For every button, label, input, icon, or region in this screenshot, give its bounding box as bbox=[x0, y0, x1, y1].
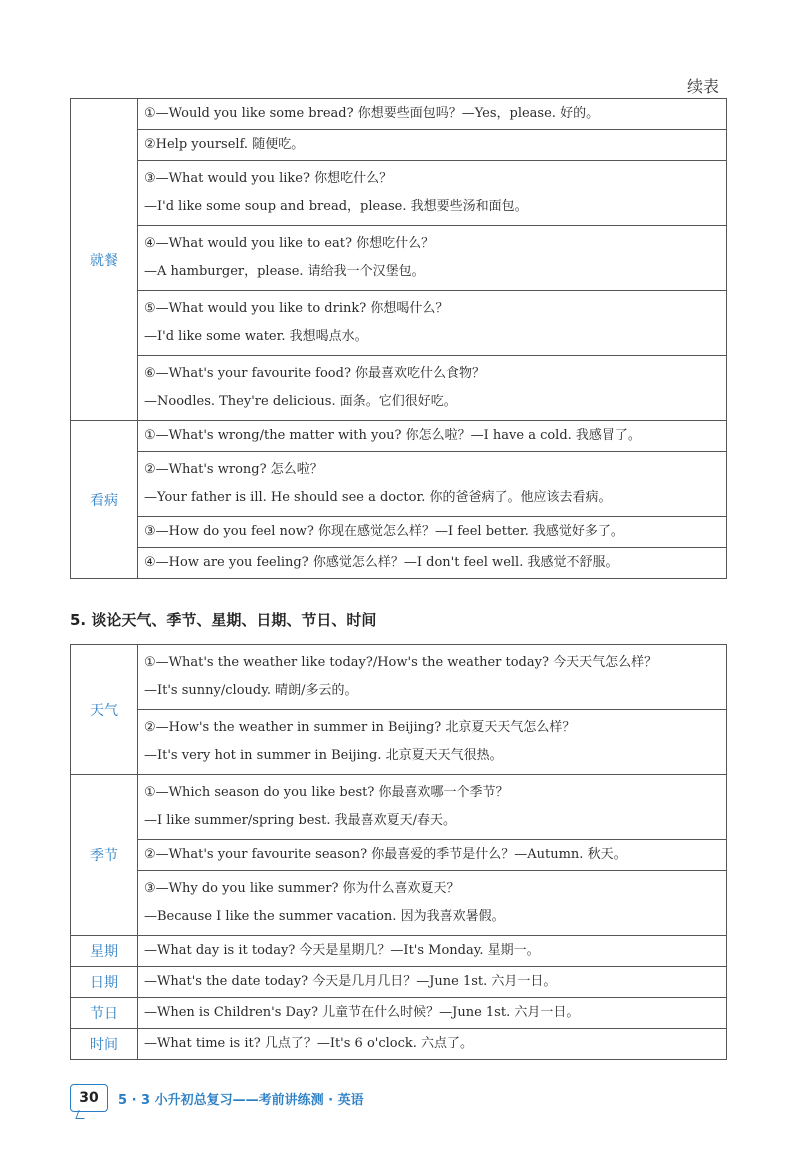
category-label: 节日 bbox=[71, 998, 138, 1029]
dialogue-line: ①—Would you like some bread? 你想要些面包吗？—Yes，please. 好的。 bbox=[144, 106, 600, 121]
table-row bbox=[71, 871, 727, 936]
dialogue-line: ⑥—What's your favourite food? 你最喜欢吃什么食物？ bbox=[144, 366, 486, 381]
dialogue-line: —It's very hot in summer in Beijing. 北京夏天天气很热。 bbox=[144, 748, 503, 763]
page-number-badge: 30 bbox=[70, 1084, 108, 1112]
category-label: 时间 bbox=[71, 1029, 138, 1060]
dialogue-cell bbox=[138, 645, 727, 710]
dialogue-line: —When is Children's Day? 儿童节在什么时候？—June 1st. 六月一日。 bbox=[144, 1005, 580, 1020]
dialogue-cell bbox=[138, 548, 727, 579]
table-row bbox=[71, 226, 727, 291]
table-row bbox=[71, 452, 727, 517]
table-row bbox=[71, 161, 727, 226]
category-label: 就餐 bbox=[71, 99, 138, 421]
dialogue-cell bbox=[138, 936, 727, 967]
dialogue-line: ①—What's the weather like today?/How's the weather today? 今天天气怎么样？ bbox=[144, 655, 658, 670]
dialogue-line: ④—How are you feeling? 你感觉怎么样？—I don't feel well. 我感觉不舒服。 bbox=[144, 555, 619, 570]
dialogue-cell bbox=[138, 99, 727, 130]
dialogue-line: ③—What would you like? 你想吃什么？ bbox=[144, 171, 393, 186]
dialogue-cell bbox=[138, 998, 727, 1029]
dialogue-cell bbox=[138, 840, 727, 871]
dialogue-cell bbox=[138, 356, 727, 421]
dialogue-cell bbox=[138, 226, 727, 291]
table-row bbox=[71, 421, 727, 452]
dialogue-line: —What's the date today? 今天是几月几日？—June 1st. 六月一日。 bbox=[144, 974, 557, 989]
table-row bbox=[71, 710, 727, 775]
dialogue-table-dining-clinic bbox=[70, 98, 727, 579]
dialogue-cell bbox=[138, 421, 727, 452]
dialogue-line: —I'd like some water. 我想喝点水。 bbox=[144, 329, 368, 344]
dialogue-line: ⑤—What would you like to drink? 你想喝什么？ bbox=[144, 301, 449, 316]
category-label: 季节 bbox=[71, 775, 138, 936]
table-row bbox=[71, 291, 727, 356]
continued-label: 续表 bbox=[687, 77, 720, 96]
dialogue-line: —I'd like some soup and bread，please. 我想要些汤和面包。 bbox=[144, 199, 528, 214]
dialogue-table-weather-time bbox=[70, 644, 727, 1060]
table-row bbox=[71, 967, 727, 998]
table-row bbox=[71, 548, 727, 579]
category-label: 看病 bbox=[71, 421, 138, 579]
table-row bbox=[71, 130, 727, 161]
dialogue-line: ③—Why do you like summer? 你为什么喜欢夏天？ bbox=[144, 881, 460, 896]
dialogue-cell bbox=[138, 1029, 727, 1060]
dialogue-line: ②—What's wrong? 怎么啦？ bbox=[144, 462, 323, 477]
category-label: 星期 bbox=[71, 936, 138, 967]
dialogue-cell bbox=[138, 452, 727, 517]
dialogue-cell bbox=[138, 161, 727, 226]
dialogue-line: —Noodles. They're delicious. 面条。它们很好吃。 bbox=[144, 394, 457, 409]
category-label: 日期 bbox=[71, 967, 138, 998]
table-row bbox=[71, 936, 727, 967]
dialogue-line: —It's sunny/cloudy. 晴朗/多云的。 bbox=[144, 683, 358, 698]
table-row bbox=[71, 517, 727, 548]
table-row bbox=[71, 645, 727, 710]
dialogue-cell bbox=[138, 517, 727, 548]
dialogue-cell bbox=[138, 871, 727, 936]
section-title: 5. 谈论天气、季节、星期、日期、节日、时间 bbox=[70, 611, 377, 629]
footer-book-title: 5 · 3 小升初总复习——考前讲练测 · 英语 bbox=[118, 1092, 364, 1108]
category-label: 天气 bbox=[71, 645, 138, 775]
dialogue-line: —Your father is ill. He should see a doctor. 你的爸爸病了。他应该去看病。 bbox=[144, 490, 612, 505]
table-row bbox=[71, 840, 727, 871]
dialogue-line: ②Help yourself. 随便吃。 bbox=[144, 137, 305, 152]
table-row bbox=[71, 998, 727, 1029]
dialogue-line: ②—What's your favourite season? 你最喜爱的季节是什么？—Autumn. 秋天。 bbox=[144, 847, 627, 862]
table-row bbox=[71, 99, 727, 130]
dialogue-line: —What day is it today? 今天是星期几？—It's Monday. 星期一。 bbox=[144, 943, 540, 958]
dialogue-line: ④—What would you like to eat? 你想吃什么？ bbox=[144, 236, 435, 251]
dialogue-cell bbox=[138, 130, 727, 161]
dialogue-cell bbox=[138, 710, 727, 775]
dialogue-cell bbox=[138, 291, 727, 356]
dialogue-line: ①—Which season do you like best? 你最喜欢哪一个季节？ bbox=[144, 785, 509, 800]
dialogue-line: —I like summer/spring best. 我最喜欢夏天/春天。 bbox=[144, 813, 457, 828]
table-row bbox=[71, 775, 727, 840]
table-row bbox=[71, 1029, 727, 1060]
dialogue-line: —Because I like the summer vacation. 因为我喜欢暑假。 bbox=[144, 909, 505, 924]
dialogue-line: —What time is it? 几点了？—It's 6 o'clock. 六点了。 bbox=[144, 1036, 474, 1051]
dialogue-cell bbox=[138, 775, 727, 840]
dialogue-cell bbox=[138, 967, 727, 998]
dialogue-line: ①—What's wrong/the matter with you? 你怎么啦？—I have a cold. 我感冒了。 bbox=[144, 428, 641, 443]
dialogue-line: ②—How's the weather in summer in Beijing? 北京夏天天气怎么样？ bbox=[144, 720, 576, 735]
dialogue-line: ③—How do you feel now? 你现在感觉怎么样？—I feel better. 我感觉好多了。 bbox=[144, 524, 624, 539]
page-footer bbox=[70, 1082, 364, 1114]
table-row bbox=[71, 356, 727, 421]
dialogue-line: —A hamburger，please. 请给我一个汉堡包。 bbox=[144, 264, 425, 279]
